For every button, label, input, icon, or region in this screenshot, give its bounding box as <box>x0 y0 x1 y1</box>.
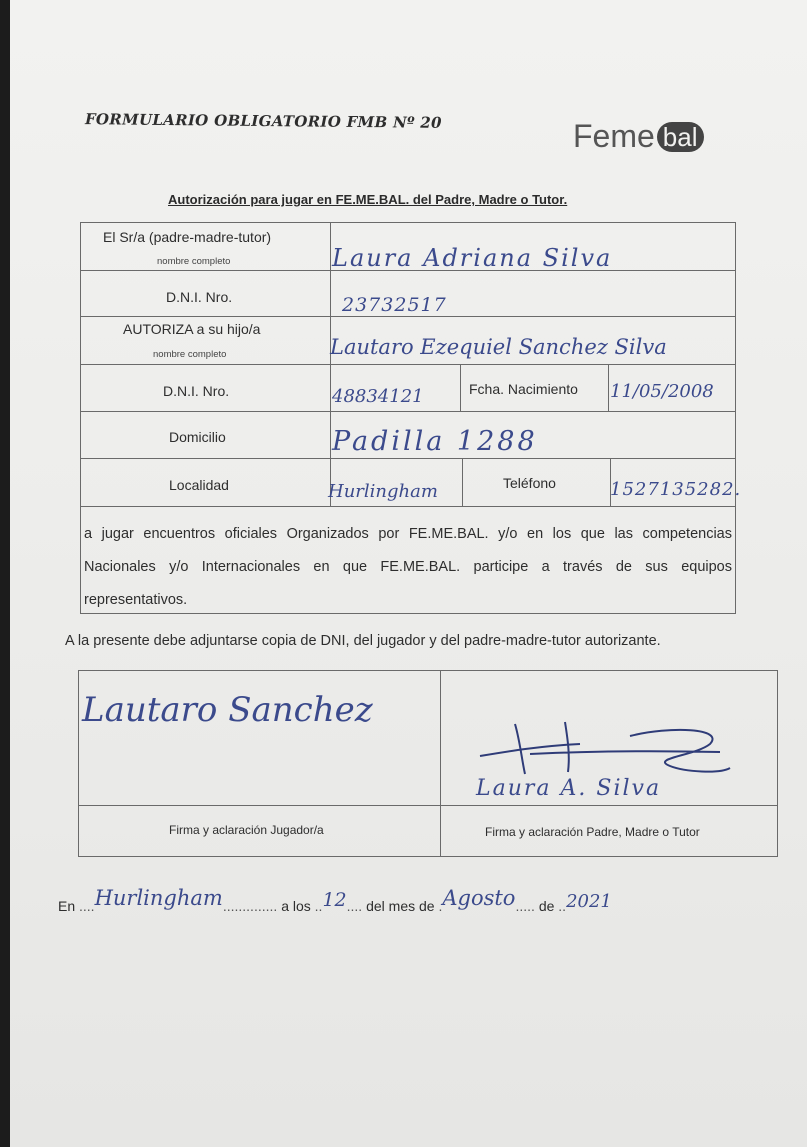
day-value: 12 <box>322 889 347 911</box>
player-signature-caption: Firma y aclaración Jugador/a <box>169 823 324 837</box>
telefono-label: Teléfono <box>503 475 556 491</box>
dni-attachment-note: A la presente debe adjuntarse copia de DNI, del jugador y del padre-madre-tutor autorizante. <box>65 633 661 649</box>
guardian-signature: Laura A. Silva <box>476 776 662 801</box>
logo-text: Feme <box>573 118 655 154</box>
player-signature: Lautaro Sanchez <box>82 690 373 730</box>
dots-3: ..... <box>515 898 535 914</box>
guardian-sublabel: nombre completo <box>157 256 231 267</box>
guardian-dni-value: 23732517 <box>342 294 447 316</box>
authorization-text: a jugar encuentros oficiales Organizados por FE.ME.BAL. y/o en los que las competencias Nacionales y/o Internacionales en que FE.ME.BAL. participe a través de sus equipos representativos. <box>84 526 732 608</box>
guardian-label: El Sr/a (padre-madre-tutor) <box>103 229 272 245</box>
autoriza-label: AUTORIZA a su hijo/a <box>123 321 261 337</box>
child-sublabel: nombre completo <box>153 349 227 360</box>
year-value: 2021 <box>566 891 612 912</box>
domicilio-label: Domicilio <box>169 429 226 445</box>
logo-badge: bal <box>657 122 704 152</box>
dni-label-1: D.N.I. Nro. <box>166 289 233 305</box>
birth-date-value: 11/05/2008 <box>610 381 714 402</box>
domicilio-value: Padilla 1288 <box>332 426 538 457</box>
child-name-value: Lautaro Ezequiel Sanchez Silva <box>330 335 667 359</box>
form-paper <box>10 0 807 1147</box>
del-mes-label: del mes de <box>366 898 435 914</box>
localidad-value: Hurlingham <box>328 481 438 502</box>
child-dni-value: 48834121 <box>332 386 424 407</box>
form-subtitle: Autorización para jugar en FE.ME.BAL. del Padre, Madre o Tutor. <box>168 192 568 207</box>
dots-1: .............. <box>222 898 278 914</box>
de-label: de <box>538 898 555 914</box>
birth-label: Fcha. Nacimiento <box>469 381 578 397</box>
dots-2: .... <box>346 898 363 914</box>
a-los-label: a los <box>281 898 311 914</box>
guardian-signature-flourish-icon <box>470 716 740 778</box>
form-title: FORMULARIO OBLIGATORIO FMB Nº 20 <box>84 110 442 132</box>
month-value: Agosto <box>442 886 516 910</box>
signature-divider <box>440 671 441 856</box>
dni-label-2: D.N.I. Nro. <box>163 383 230 399</box>
femebal-logo <box>573 118 704 155</box>
guardian-signature-caption: Firma y aclaración Padre, Madre o Tutor <box>485 825 700 839</box>
date-line: En ....Hurlingham.............. a los ..12.... del mes de .Agosto..... de ..2021 <box>58 886 612 914</box>
en-label: En <box>58 898 76 914</box>
telefono-value: 1527135282. <box>610 479 742 500</box>
localidad-label: Localidad <box>169 477 229 493</box>
caption-divider <box>79 805 777 806</box>
place-value: Hurlingham <box>94 886 223 910</box>
guardian-name-value: Laura Adriana Silva <box>332 244 613 272</box>
